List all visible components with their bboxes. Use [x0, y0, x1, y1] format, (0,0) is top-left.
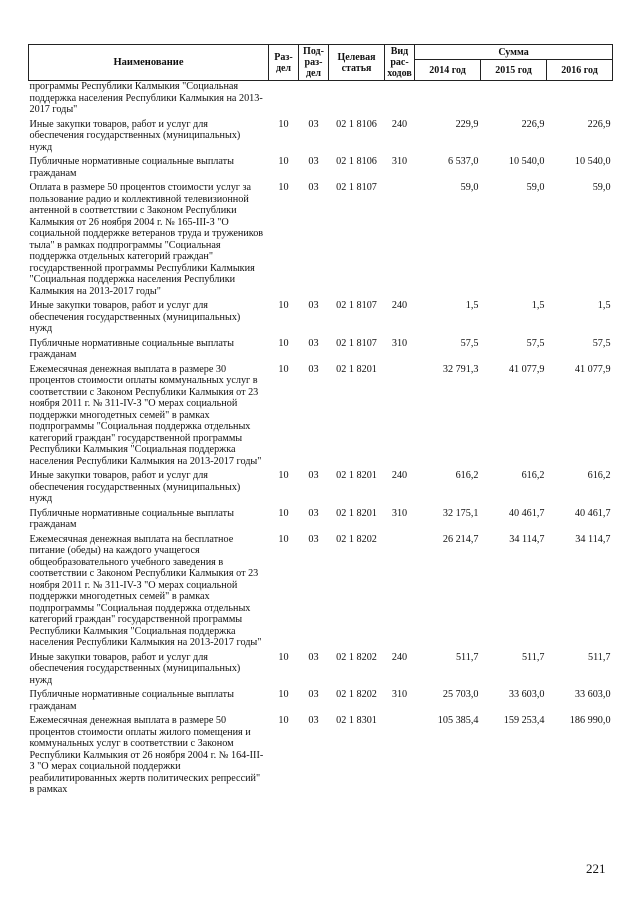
row-2016-cell: 41 077,9 [574, 363, 611, 375]
row-2016-cell: 34 114,7 [575, 533, 611, 545]
row-celevaya-cell: 02 1 8201 [336, 507, 377, 519]
row-name-cell: Иные закупки товаров, работ и услуг для обеспечения государственных (муниципальных) нужд [29, 118, 241, 153]
row-2016-cell: 511,7 [587, 651, 611, 663]
row-2014-cell: 616,2 [455, 470, 479, 481]
row-2014-cell: 59,0 [460, 182, 479, 193]
row-podrazdel-cell [299, 81, 329, 119]
row-name-cell: Иные закупки товаров, работ и услуг для обеспечения государственных (муниципальных) нужд [29, 470, 241, 504]
row-2015-cell: 40 461,7 [508, 507, 545, 519]
row-razdel-cell: 10 [278, 337, 289, 349]
table-row [29, 156, 613, 182]
table-body [29, 81, 613, 799]
row-razdel-cell: 10 [278, 715, 289, 726]
row-2014-cell: 32 791,3 [442, 363, 479, 375]
row-vid-cell: 240 [391, 470, 408, 481]
row-vid-cell [385, 715, 415, 799]
row-celevaya-cell: 02 1 8202 [336, 651, 377, 663]
row-2015-cell: 616,2 [521, 470, 545, 481]
header-name: Наименование [29, 45, 269, 81]
row-2016-cell: 186 990,0 [569, 715, 611, 726]
row-2014-cell: 6 537,0 [447, 156, 479, 167]
page-number: 221 [586, 861, 606, 876]
row-razdel-cell: 10 [278, 507, 289, 519]
row-vid-cell: 310 [391, 689, 408, 700]
header-vid: Вид рас-ходов [385, 45, 415, 81]
row-podrazdel-cell: 03 [308, 651, 319, 663]
row-celevaya-cell: 02 1 8202 [336, 689, 377, 700]
table-row [29, 364, 613, 471]
row-2014-cell: 1,5 [465, 300, 479, 311]
row-2015-cell: 10 540,0 [508, 156, 545, 167]
row-celevaya-cell: 02 1 8202 [336, 533, 377, 545]
row-name-cell: Публичные нормативные социальные выплаты гражданам [29, 507, 234, 530]
row-vid-cell: 240 [391, 300, 408, 311]
table-row [29, 182, 613, 300]
row-vid-cell: 240 [391, 651, 408, 663]
table-row [29, 689, 613, 715]
row-celevaya-cell: 02 1 8106 [336, 118, 377, 130]
row-celevaya-cell: 02 1 8107 [336, 182, 377, 193]
row-2014-cell: 25 703,0 [442, 689, 479, 700]
row-name-cell: Публичные нормативные социальные выплаты гражданам [29, 156, 234, 179]
header-summa: Сумма [415, 45, 613, 60]
row-razdel-cell: 10 [278, 182, 289, 193]
table-row [29, 715, 613, 799]
header-podrazdel: Под-раз-дел [299, 45, 329, 81]
row-2015-cell: 511,7 [521, 651, 545, 663]
row-2014-cell [415, 81, 481, 119]
row-podrazdel-cell: 03 [308, 533, 319, 545]
table-header [29, 45, 613, 81]
row-celevaya-cell: 02 1 8107 [336, 300, 377, 311]
row-2014-cell: 511,7 [455, 651, 479, 663]
table-row [29, 652, 613, 690]
row-2015-cell: 57,5 [526, 337, 545, 349]
header-celevaya: Целевая статья [329, 45, 385, 81]
row-vid-cell: 310 [391, 156, 408, 167]
row-podrazdel-cell: 03 [308, 363, 319, 375]
row-vid-cell [385, 534, 415, 652]
row-name-cell: Ежемесячная денежная выплата в размере 30 процентов стоимости оплаты коммунальных услуг в соответствии с Законом Республики Калмыкия от 23 ноября 2011 г. № 311-IV-З "О мерах социальной поддержки многодетных семей" в рамках подпрограммы "Социальная поддержка отдельных категорий граждан" государственной программы Республики Калмыкия "Социальная поддержка населения Республики Калмыкия на 2013-2017 годы" [29, 363, 262, 467]
row-2014-cell: 105 385,4 [437, 715, 479, 726]
row-2016-cell [547, 81, 613, 119]
row-celevaya-cell: 02 1 8201 [336, 363, 377, 375]
row-2016-cell: 33 603,0 [574, 689, 611, 700]
row-razdel-cell: 10 [278, 651, 289, 663]
row-2014-cell: 57,5 [460, 337, 479, 349]
row-podrazdel-cell: 03 [308, 470, 319, 481]
row-2016-cell: 226,9 [587, 118, 611, 130]
row-podrazdel-cell: 03 [308, 337, 319, 349]
header-razdel: Раз-дел [269, 45, 299, 81]
row-razdel-cell: 10 [278, 118, 289, 130]
row-name-cell: Публичные нормативные социальные выплаты гражданам [29, 337, 234, 360]
row-name-cell: Иные закупки товаров, работ и услуг для обеспечения государственных (муниципальных) нужд [29, 651, 241, 686]
row-2016-cell: 10 540,0 [574, 156, 611, 167]
budget-table [28, 44, 613, 799]
table-row [29, 81, 613, 119]
row-vid-cell [385, 364, 415, 471]
row-razdel-cell: 10 [278, 470, 289, 481]
row-podrazdel-cell: 03 [308, 715, 319, 726]
row-razdel-cell: 10 [278, 300, 289, 311]
row-podrazdel-cell: 03 [308, 300, 319, 311]
table-row [29, 119, 613, 157]
row-name-cell: Оплата в размере 50 процентов стоимости услуг за пользование радио и коллективной телевизионной антенной в соответствии с Законом Республики Калмыкия от 26 ноября 2004 г. № 165-III-З "О социальной поддержке ветеранов труда и тружеников тыла" в рамках подпрограммы "Социальная поддержка отдельных категорий граждан" государственной программы Республики Калмыкия "Социальная поддержка населения Республики Калмыкия на 2013-2017 годы" [29, 182, 264, 297]
row-2014-cell: 26 214,7 [442, 533, 479, 545]
row-2015-cell [481, 81, 547, 119]
table-row [29, 338, 613, 364]
row-name-cell: программы Республики Калмыкия "Социальная поддержка населения Республики Калмыкия на 2013-2017 годы" [29, 81, 263, 115]
header-year-2016: 2016 год [547, 60, 613, 81]
table-row [29, 300, 613, 338]
row-2015-cell: 226,9 [521, 118, 545, 130]
table-row [29, 470, 613, 508]
row-podrazdel-cell: 03 [308, 156, 319, 167]
row-vid-cell [385, 81, 415, 119]
row-celevaya-cell: 02 1 8301 [336, 715, 377, 726]
budget-document [28, 44, 612, 799]
row-2015-cell: 34 114,7 [509, 533, 545, 545]
row-2014-cell: 32 175,1 [442, 507, 479, 519]
row-podrazdel-cell: 03 [308, 118, 319, 130]
row-vid-cell: 240 [391, 118, 408, 130]
row-razdel-cell: 10 [278, 689, 289, 700]
row-2015-cell: 1,5 [531, 300, 545, 311]
row-podrazdel-cell: 03 [308, 507, 319, 519]
row-2016-cell: 40 461,7 [574, 507, 611, 519]
row-2015-cell: 59,0 [526, 182, 545, 193]
row-2016-cell: 57,5 [592, 337, 611, 349]
table-row [29, 534, 613, 652]
row-celevaya-cell: 02 1 8106 [336, 156, 377, 167]
row-name-cell: Ежемесячная денежная выплата в размере 50 процентов стоимости оплаты жилого помещения и коммунальных услуг в соответствии с Законом Республики Калмыкия от 26 ноября 2004 г. № 164-III-З "О мерах социальной поддержки реабилитированных жертв политических репрессий" в рамках [29, 715, 264, 795]
row-2016-cell: 616,2 [587, 470, 611, 481]
row-celevaya-cell: 02 1 8107 [336, 337, 377, 349]
row-podrazdel-cell: 03 [308, 689, 319, 700]
row-2016-cell: 59,0 [592, 182, 611, 193]
row-razdel-cell: 10 [278, 363, 289, 375]
row-name-cell: Публичные нормативные социальные выплаты гражданам [29, 689, 234, 712]
row-2016-cell: 1,5 [597, 300, 611, 311]
row-celevaya-cell [329, 81, 385, 119]
row-podrazdel-cell: 03 [308, 182, 319, 193]
row-celevaya-cell: 02 1 8201 [336, 470, 377, 481]
row-razdel-cell: 10 [278, 156, 289, 167]
table-row [29, 508, 613, 534]
row-2015-cell: 33 603,0 [508, 689, 545, 700]
row-name-cell: Ежемесячная денежная выплата на бесплатное питание (обеды) на каждого учащегося общеобразовательного учебного заведения в соответствии с Законом Республики Калмыкия от 23 ноября 2011 г. № 311-IV-З "О мерах социальной поддержки многодетных семей" в рамках подпрограммы "Социальная поддержка отдельных категорий граждан" государственной программы Республики Калмыкия "Социальная поддержка населения Республики Калмыкия на 2013-2017 годы" [29, 533, 262, 648]
row-2015-cell: 159 253,4 [503, 715, 545, 726]
row-name-cell: Иные закупки товаров, работ и услуг для обеспечения государственных (муниципальных) нужд [29, 300, 241, 334]
row-razdel-cell [269, 81, 299, 119]
row-2014-cell: 229,9 [455, 118, 479, 130]
row-vid-cell [385, 182, 415, 300]
row-razdel-cell: 10 [278, 533, 289, 545]
header-year-2015: 2015 год [481, 60, 547, 81]
row-2015-cell: 41 077,9 [508, 363, 545, 375]
header-year-2014: 2014 год [415, 60, 481, 81]
row-vid-cell: 310 [391, 507, 408, 519]
row-vid-cell: 310 [391, 337, 408, 349]
